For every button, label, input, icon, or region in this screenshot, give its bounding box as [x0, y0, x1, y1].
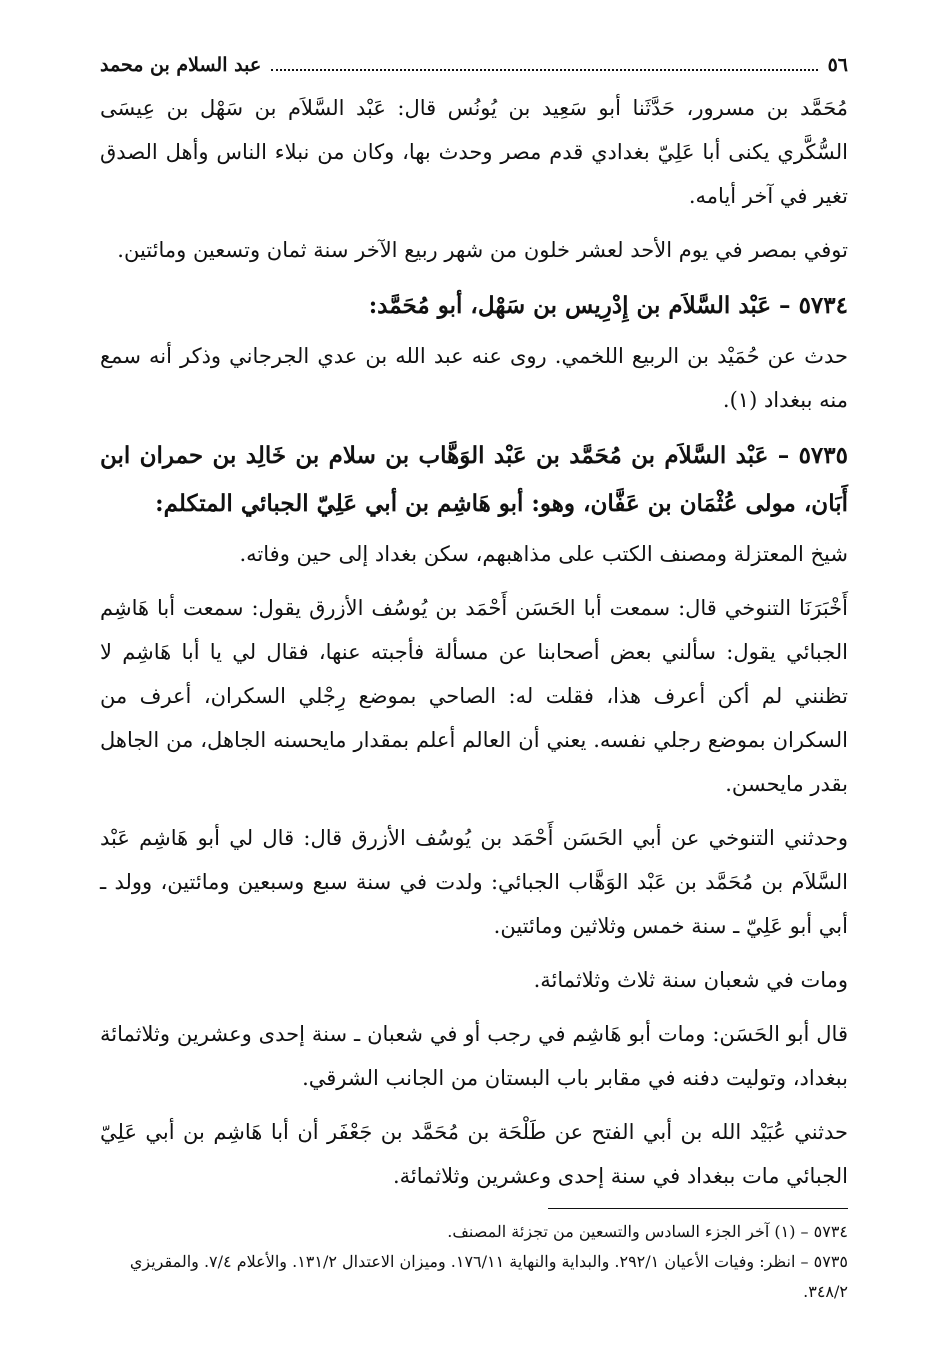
header-dotted-leader	[271, 47, 817, 71]
paragraph: حدث عن حُمَيْد بن الربيع اللخمي. روى عنه عبد الله بن عدي الجرجاني وذكر أنه سمع منه ببغداد (١).	[100, 344, 848, 412]
entry-heading-5735: ٥٧٣٥ – عَبْد السَّلاَم بن مُحَمَّد بن عَبْد الوَهَّاب بن سلام بن خَالِد بن حمران ابن أَبَان، مولى عُثْمَان بن عَفَّان، وهو: أبو هَاشِم بن أبي عَلِيّ الجبائي المتكلم:	[100, 442, 848, 517]
paragraph: مُحَمَّد بن مسرور، حَدَّثَنا أبو سَعِيد بن يُونُس قال: عَبْد السَّلاَم بن سَهْل بن عِيسَى السُّكَّري يكنى أبا عَلِيّ بغدادي قدم مصر وحدث بها، وكان من نبلاء الناس وأهل الصدق تغير في آخر أيامه.	[100, 96, 848, 208]
entry-heading-5734: ٥٧٣٤ – عَبْد السَّلاَم بن إِدْرِيس بن سَهْل، أبو مُحَمَّد:	[368, 292, 848, 319]
paragraph: وحدثني التنوخي عن أبي الحَسَن أَحْمَد بن يُوسُف الأزرق قال: قال لي أبو هَاشِم عَبْد السَّلاَم بن مُحَمَّد بن عَبْد الوَهَّاب الجبائي: ولدت في سنة سبع وسبعين ومائتين، وولد ـ أبي أبو عَلِيّ ـ سنة خمس وثلاثين ومائتين.	[100, 826, 848, 938]
paragraph: حدثني عُبَيْد الله بن أبي الفتح عن طَلْحَة بن مُحَمَّد بن جَعْفَر أن أبا هَاشِم بن أبي عَلِيّ الجبائي مات ببغداد في سنة إحدى وعشرين وثلاثمائة.	[100, 1120, 848, 1188]
page-number: ٥٦	[827, 54, 848, 76]
footnote: ٥٧٣٥ – انظر: وفيات الأعيان ٢٩٢/١. والبداية والنهاية ١٧٦/١١. وميزان الاعتدال ١٣١/٢. والأعلام ٧/٤. والمقريزي ٣٤٨/٢.	[129, 1252, 848, 1301]
paragraph: ومات في شعبان سنة ثلاث وثلاثمائة.	[533, 968, 848, 992]
page-header	[100, 44, 848, 86]
paragraph: قال أبو الحَسَن: ومات أبو هَاشِم في رجب أو في شعبان ـ سنة إحدى وعشرين وثلاثمائة ببغداد، وتوليت دفنه في مقابر باب البستان من الجانب الشرقي.	[100, 1022, 848, 1090]
book-page	[100, 44, 848, 1307]
running-title: عبد السلام بن محمد	[100, 54, 262, 76]
paragraph: أَخْبَرَنَا التنوخي قال: سمعت أبا الحَسَن أَحْمَد بن يُوسُف الأزرق يقول: سمعت أبا هَاشِم الجبائي يقول: سألني بعض أصحابنا عن مسألة فأجبته عنها، فقال لي يا أبا هَاشِم لا تظنني لم أكن أعرف هذا، فقلت له: الصاحي بموضع رِجْلي السكران، أعرف من السكران بموضع رجلي نفسه. يعني أن العالم أعلم بمقدار مايحسنه الجاهل، من الجاهل بقدر مايحسن.	[100, 596, 848, 796]
paragraph: توفي بمصر في يوم الأحد لعشر خلون من شهر ربيع الآخر سنة ثمان وتسعين ومائتين.	[117, 238, 848, 262]
paragraph: شيخ المعتزلة ومصنف الكتب على مذاهبهم، سكن بغداد إلى حين وفاته.	[239, 542, 848, 566]
footnote-separator	[548, 1208, 848, 1209]
footnote: ٥٧٣٤ – (١) آخر الجزء السادس والتسعين من تجزئة المصنف.	[447, 1222, 848, 1241]
